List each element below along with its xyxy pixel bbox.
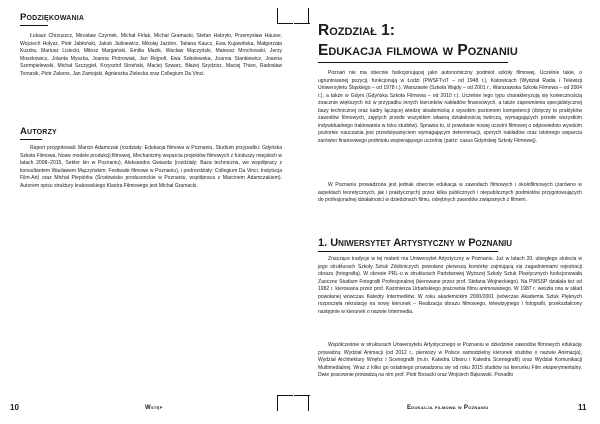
crop-mark-top-right (308, 8, 309, 24)
intro-text-2 (318, 182, 582, 205)
crop-mark-bottom-v (277, 395, 278, 411)
crop-mark-top-right-h (294, 23, 310, 24)
chapter-title-rule (318, 62, 508, 63)
right-page (300, 0, 600, 424)
running-head-right: Edukacja filmowa w Poznaniu (407, 405, 489, 411)
section-text-2 (318, 342, 582, 380)
intro-paragraph-1: Poznań nie ma obecnie funkcjonującej jako autonomiczny podmiot szkoły filmowej. Uczelnie takie, o ugruntowanej pozycji, funkcjonują w Łodzi (PWSFTviT – od 1948 r.), Katowicach (Wydział Radia i Telewizji Uniwersytetu Śląskiego – od 1978 r.), Warszawie (Szkoła Wajdy – od 2001 r., Warszawska Szkoła Filmowa – od 2004 r.), a także w Gdyni (Gdyńska Szkoła Filmowa – od 2010 r.). Uczelnie tego typu charakteryzują się koniecznością znacznie większych niż w przypadku innych kierunków nakładów finansowych, a także zapewnienia specjalistycznej bazy technicznej oraz kadry łączącej wiedzę akademicką z wysokim poziomem kompetencji (dotyczy to praktyków zawodów filmowych, zajętych przede wszystkim własną działalnością twórczą, wymagających przede wszystkim indywidualnego traktowania w toku studiów). Sprawia to, iż powołanie nowej uczelni filmowej o odpowiednio wysokim poziomie nauczania jest przedsięwzięciem wymagającym determinacji, sporych nakładów oraz istotnego wsparcia zarówno finansowego podmiotu wspierającego uczelnię (patrz: casus Gdyńskiej Szkoły Filmowej). (318, 70, 582, 144)
acknowledgements-text: Łukasz Chrzuszcz, Mirosław Czyrnek, Michał Firlak, Michał Gramacki, Stefan Habryło, Przemysław Häuser, Wojciech Hołysz, Piotr Jabłoński, Jakub Jaśkiewicz, Mikołaj Jazdon, Tatiana Kaucz, Ewa Kujawińska, Małgorzata Kuzdra, Mariusz Lisiecki, Miłosz Margański, Emilia Mazik, Wacław Mączyński, Mateusz Mrochowski, Jerzy Moszkowicz, Jolanta Myszka, Joanna Piotrowiak, Jan Rejpolt, Ewa Sobolewska, Joanna Stankiewicz, Joanna Szempielewski, Michał Szczygieł, Krzysztof Stroiński, Maciej Szwarc, Błażej Szydzisz, Maciej Thien, Radosław Tomasik, Piotr Zakens, Jan Zamojski, Agnieszka Zielecka oraz Collegium Da Vinci. (20, 33, 282, 77)
section-heading-rule (318, 251, 498, 252)
section-heading: 1. Uniwersytet Artystyczny w Poznaniu (318, 237, 512, 249)
running-head-left: Wstęp (145, 405, 163, 411)
chapter-title-line2: Edukacja filmowa w Poznaniu (318, 42, 518, 59)
authors-rule (20, 139, 42, 140)
chapter-title-line1: Rozdział 1: (318, 22, 395, 39)
section-text-1 (318, 256, 582, 316)
acknowledgements-heading: Podziękowania (20, 12, 85, 23)
section-paragraph-1: Znaczące tradycje w tej materii ma Uniwersytet Artystyczny w Poznaniu. Już w latach 20. ubiegłego stulecia w jego strukturach Szkoły Sztuk Zdobniczych powołano pierwszą komórkę zajmującą się zagadnieniami rejestracji obrazu (fotografią). W okresie PRL-u w strukturach Państwowej Wyższej Szkoły Sztuk Plastycznych funkcjonowała Zaoczne Studium Fotografii Profesjonalnej (kierowane przez prof. Stefana Wojneckiego). Na PWSSP działała też od 1982 r. kierowana przez prof. Kazimierza Urbańskiego pracownia filmu animowanego. W 1987 r. wesżła ona w skład powołanej wówczas Katedry Intermediów. W roku akademickim 2000/2001 (wówczas Akademia Sztuk Pięknych rozpoczęła rekrutację na nowy kierunek – Realizacja obrazu filmowego, telewizyjnego i fotografii, przekształcony następnie w kierunek o nazwie Intermedia. (318, 256, 582, 315)
section-paragraph-2: Współcześnie w strukturach Uniwersytetu Artystycznego w Poznaniu w dziedzinie zawodów filmowych edukację prowadzą: Wydział Animacji (od 2012 r., pierwszy w Polsce samodzielny kierunek studiów o nazwie Animacja), Wydział Architektury Wnętrz i Scenografii (m.in. Katedra Ubioru i Katedra Scenografii) oraz Wydział Komunikacji Multimedialnej. Wraz z kilko go ostatniego prowadzona się od roku 2015 studiów na kierunku Film eksperymentalny. Dwie pracownie prowadzą na nim prof. Piotr Bosacki oraz Wojciech Bąkowski. Ponadto (318, 342, 582, 379)
page-number-left: 10 (10, 403, 19, 412)
crop-mark-bottom-right-v (308, 395, 309, 411)
page-number-right: 11 (578, 403, 587, 412)
crop-mark-top-h (277, 23, 293, 24)
authors-text: Raport przygotowali: Marcin Adamczak (rozdziały: Edukacja filmowa w Poznaniu, Studium przypadku: Gdyńska Szkoła Filmowa, Nowe modele produkcji filmowej, Mechanizmy wsparcia projektów filmowych z funduszy miejskich w latach 2008–2015, Sektor kin w Poznaniu), Aleksandra Gwiazda (rozdziały: Baza techniczna, we współpracy z konsultantem Wacławem Mączyńskim; Festiwale filmowe w Poznaniu), i podrozdziały: Collegium Da Vinci, Instytucja Film-Art) oraz Michał Piepiórka (Środowisko producenckie w Poznaniu, współpraca z Marcinem Adamczakiem). Autorem opisu struktury krakowskiego Klastra Filmowego jest Michał Gramacki. (20, 145, 282, 189)
authors-heading: Autorzy (20, 126, 57, 137)
intro-paragraph-2: W Poznaniu prowadzona jest jednak obecnie edukacja w zawodach filmowych i okołofilmowych (zarówno w aspektach teoretycznych, jak i praktycznych) przez kilka publicznych i niepublicznych podmiotów przygotowujących do profesjonalnej działalności w dziedzinach filmu, odrębnych zawodów związanych z filmem. (318, 182, 582, 204)
acknowledgements-rule (20, 25, 48, 26)
crop-mark-bottom (277, 395, 293, 396)
intro-text (318, 70, 582, 145)
